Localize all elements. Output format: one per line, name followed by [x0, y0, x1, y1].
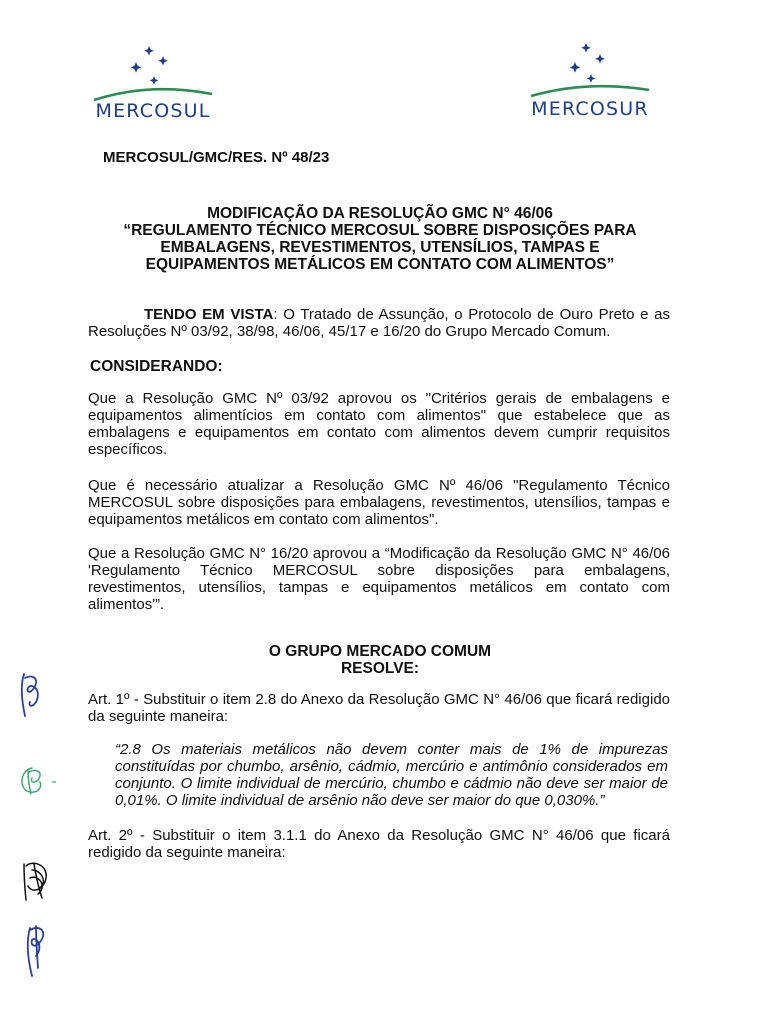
mercosul-emblem-icon — [88, 38, 218, 108]
article-1: Art. 1º - Substituir o item 2.8 do Anexo da Resolução GMC N° 46/06 que ficará redigido da seguinte maneira: — [88, 691, 670, 725]
title-line-1: MODIFICAÇÃO DA RESOLUÇÃO GMC N° 46/06 — [207, 205, 553, 222]
title-line-3: EMBALAGENS, REVESTIMENTOS, UTENSÍLIOS, TAMPAS E — [160, 239, 600, 256]
logo-left-text: MERCOSUL — [95, 100, 211, 122]
mercosul-logo — [88, 38, 218, 128]
considerando-paragraph-2: Que é necessário atualizar a Resolução GMC Nº 46/06 "Regulamento Técnico MERCOSUL sobre disposições para embalagens, revestimentos, utensílios, tampas e equipamentos metálicos em contato com alimentos". — [88, 477, 670, 528]
resolution-number: MERCOSUL/GMC/RES. Nº 48/23 — [103, 149, 330, 166]
title-line-4: EQUIPAMENTOS METÁLICOS EM CONTATO COM ALIMENTOS” — [145, 256, 615, 273]
considerando-heading: CONSIDERANDO: — [90, 358, 223, 375]
resolve-heading — [210, 643, 550, 677]
logo-right-text: MERCOSUR — [531, 98, 649, 120]
mercosur-emblem-icon — [525, 36, 655, 106]
title-line-2: “REGULAMENTO TÉCNICO MERCOSUL SOBRE DISPOSIÇÕES PARA — [123, 222, 637, 239]
article-1-quote: “2.8 Os materiais metálicos não devem conter mais de 1% de impurezas constituídas por chumbo, arsênio, cádmio, mercúrio e antimônio considerados em conjunto. O limite individual de mercúrio, chumbo e cádmio não deve ser maior de 0,01%. O limite individual de arsênio não deve ser maior do que 0,030%.” — [115, 741, 668, 809]
resolve-line-2: RESOLVE: — [340, 660, 420, 677]
signature-initial-3 — [18, 856, 58, 904]
signature-initial-1 — [16, 668, 46, 720]
tendo-em-vista-text: : O Tratado de Assunção, o Protocolo de Ouro Preto e as Resoluções Nº 03/92, 38/98, 46/06, 45/17 e 16/20 do Grupo Mercado Comum. — [88, 306, 670, 340]
signature-initial-4 — [20, 920, 52, 980]
tendo-em-vista-paragraph — [88, 306, 670, 340]
article-2: Art. 2º - Substituir o item 3.1.1 do Anexo da Resolução GMC N° 46/06 que ficará redigido da seguinte maneira: — [88, 827, 670, 861]
tendo-em-vista-label: TENDO EM VISTA — [144, 306, 274, 323]
signature-initial-2 — [14, 762, 64, 800]
resolve-line-1: O GRUPO MERCADO COMUM — [268, 643, 492, 660]
considerando-paragraph-3: Que a Resolução GMC N° 16/20 aprovou a “Modificação da Resolução GMC N° 46/06 'Regulamento Técnico MERCOSUL sobre disposições para embalagens, revestimentos, utensílios, tampas e equipamentos metálicos em contato com alimentos'”. — [88, 545, 670, 613]
document-title — [100, 205, 660, 273]
considerando-paragraph-1: Que a Resolução GMC Nº 03/92 aprovou os "Critérios gerais de embalagens e equipamentos alimentícios em contato com alimentos" que estabelece que as embalagens e equipamentos em contato com alimentos devem cumprir requisitos específicos. — [88, 390, 670, 458]
mercosur-logo — [525, 36, 655, 126]
